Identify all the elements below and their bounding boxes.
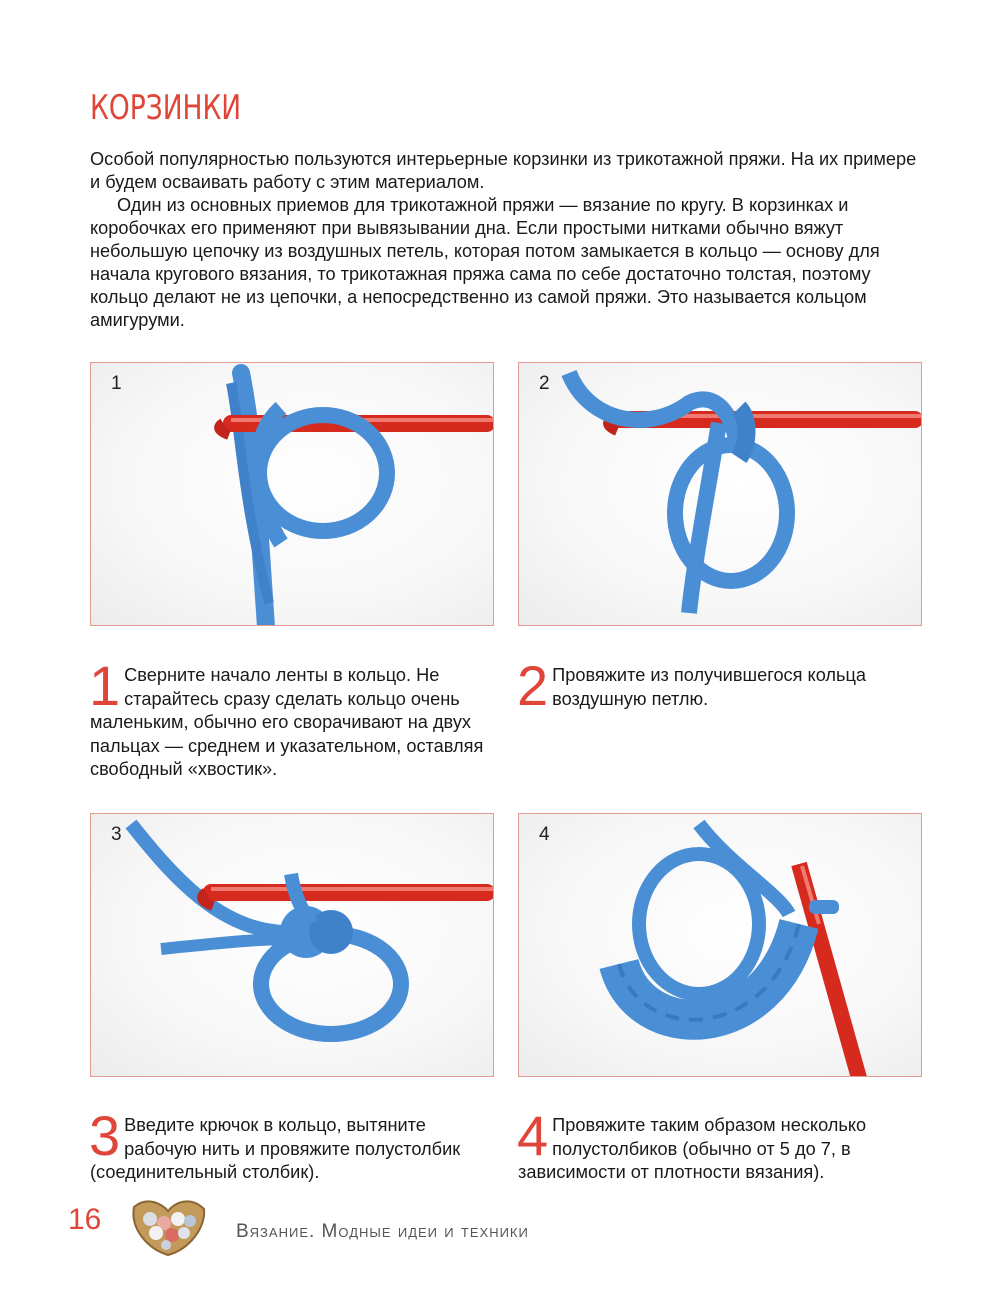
- page-title: КОРЗИНКИ: [90, 88, 242, 128]
- photo-step-4: [518, 813, 922, 1077]
- step-text: Провяжите из получившегося кольца воздушную петлю.: [552, 665, 867, 709]
- step-number: 1: [89, 654, 121, 717]
- photo-step-2: [518, 362, 922, 626]
- intro-paragraph-1: Особой популярностью пользуются интерьерные корзинки из трикотажной пряжи. На их примере и будем осваивать работу с этим материалом.: [90, 149, 917, 192]
- step-number: 4: [517, 1104, 549, 1167]
- step-text: Сверните начало ленты в кольцо. Не старайтесь сразу сделать кольцо очень маленьким, обычно его сворачивают на двух пальцах — среднем и указательном, оставляя свободный «хвостик».: [90, 665, 484, 779]
- step-1: [89, 654, 495, 782]
- step-text: Провяжите таким образом несколько полустолбиков (обычно от 5 до 7, в зависимости от плотности вязания).: [518, 1115, 867, 1182]
- photo-label: 3: [111, 824, 122, 845]
- intro-paragraph-2: Один из основных приемов для трикотажной пряжи — вязание по кругу. В корзинках и коробочках его применяют при вывязывании дна. Если простыми нитками обычно вяжут небольшую цепочку из воздушных петель, которая потом замыкается в кольцо — основу для начала кругового вязания, то трикотажная пряжа сама по себе достаточно толстая, поэтому кольцо делают не из цепочки, а непосредственно из самой пряжи. Это называется кольцом амигуруми.: [90, 195, 880, 330]
- step-text: Введите крючок в кольцо, вытяните рабочую нить и провяжите полустолбик (соединительный столбик).: [90, 1115, 461, 1182]
- yarn-basket-icon: [128, 1197, 208, 1262]
- photo-step-1: [90, 362, 494, 626]
- page-number: 16: [68, 1203, 102, 1236]
- intro-text: [90, 148, 920, 332]
- photo-label: 4: [539, 824, 550, 845]
- book-title: Вязание. Модные идеи и техники: [236, 1221, 529, 1242]
- step-4: [517, 1104, 923, 1185]
- photo-label: 2: [539, 373, 550, 394]
- step-number: 2: [517, 654, 549, 717]
- step-number: 3: [89, 1104, 121, 1167]
- step-3: [89, 1104, 495, 1185]
- step-2: [517, 654, 923, 717]
- photo-label: 1: [111, 373, 122, 394]
- photo-step-3: [90, 813, 494, 1077]
